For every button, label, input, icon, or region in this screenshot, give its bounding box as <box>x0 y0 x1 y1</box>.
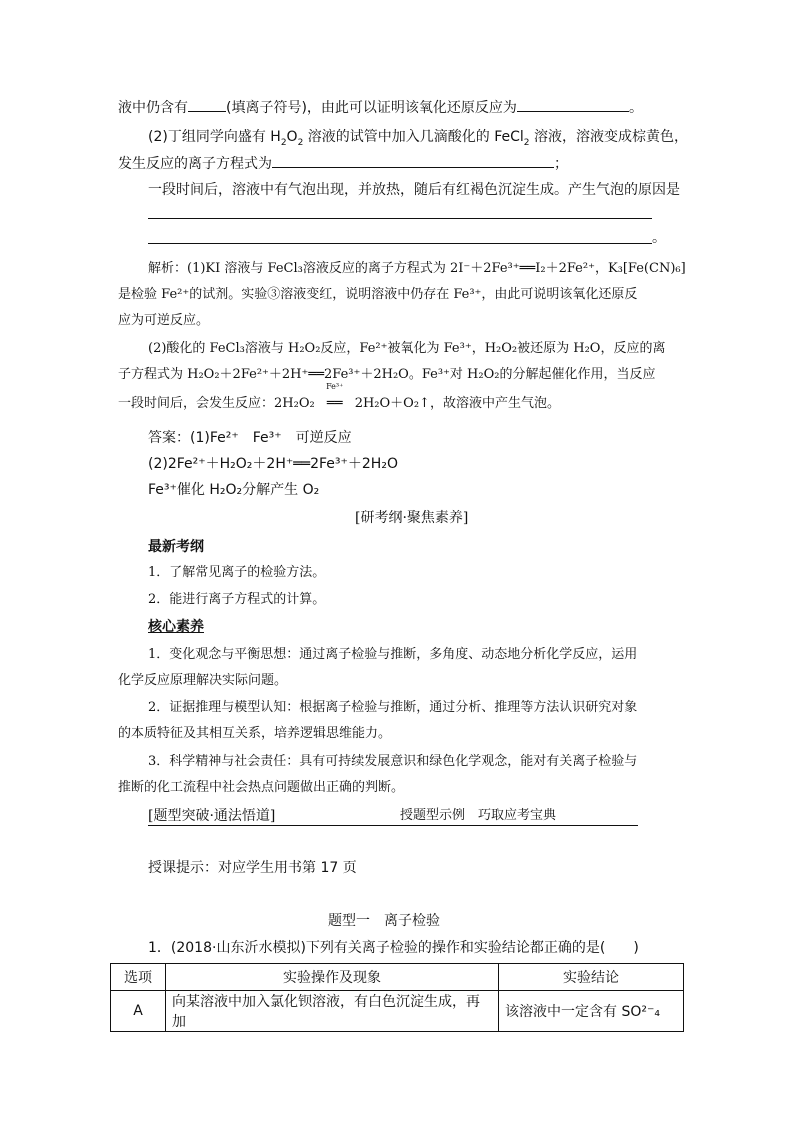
option-cell: A <box>111 991 166 1032</box>
section-underline <box>148 825 638 826</box>
question-line-4: 一段时间后，溶液中有气泡出现，并放热，随后有红褐色沉淀生成。产生气泡的原因是 <box>148 182 680 198</box>
type-breakthrough-subtitle: 授题型示例 巧取应考宝典 <box>400 808 557 823</box>
literacy-item: 1．变化观念与平衡思想：通过离子检验与推断，多角度、动态地分析化学反应，运用 <box>148 647 638 662</box>
literacy-item: 推断的化工流程中社会热点问题做出正确的判断。 <box>118 780 405 795</box>
header-cell: 选项 <box>111 964 166 991</box>
catalyst-arrow: Fe³⁺ ══ <box>326 382 344 411</box>
answer-line-1: 答案：(1)Fe²⁺ Fe³⁺ 可逆反应 <box>148 430 352 446</box>
question-line-1: 液中仍含有 (填离子符号)，由此可以证明该氧化还原反应为 。 <box>118 97 643 118</box>
analysis-line-4: (2)酸化的 FeCl₃溶液与 H₂O₂反应，Fe²⁺被氧化为 Fe³⁺，H₂O₂被还原为 H₂O，反应的离 <box>148 341 666 356</box>
table-header-row <box>111 964 684 991</box>
literacy-item: 化学反应原理解决实际问题。 <box>118 673 288 688</box>
answer-line-2: (2)2Fe²⁺＋H₂O₂＋2H⁺══2Fe³⁺＋2H₂O <box>148 456 398 472</box>
type-breakthrough-title: [题型突破·通法悟道] <box>148 808 276 824</box>
header-cell: 实验结论 <box>499 964 684 991</box>
answer-blank <box>272 153 554 168</box>
answer-line <box>148 218 652 219</box>
analysis-line-2: 是检验 Fe²⁺的试剂。实验③溶液变红，说明溶液中仍存在 Fe³⁺，由此可说明该氧化还原反 <box>118 287 638 302</box>
answer-blank <box>517 97 629 112</box>
analysis-line-1: 解析：(1)KI 溶液与 FeCl₃溶液反应的离子方程式为 2I⁻＋2Fe³⁺══I₂＋2Fe²⁺，K₃[Fe(CN)₆] <box>148 261 686 276</box>
question-line-3: 发生反应的离子方程式为 ； <box>118 153 568 174</box>
question-line-2: (2)丁组同学向盛有 $H_2O_2$ 溶液的试管中加入几滴酸化的 FeCl$_2$ 溶液，溶液变成棕黄色， <box>148 129 688 148</box>
section-title: [研考纲·聚焦素养] <box>355 510 469 526</box>
header-cell: 实验操作及现象 <box>166 964 499 991</box>
conclusion-cell: 该溶液中一定含有 SO²⁻₄ <box>499 991 684 1032</box>
analysis-line-3: 应为可逆反应。 <box>118 313 210 328</box>
answer-line <box>148 243 652 244</box>
question-stem: 1．(2018·山东沂水模拟)下列有关离子检验的操作和实验结论都正确的是( ) <box>148 940 639 956</box>
analysis-line-6: 一段时间后，会发生反应：2H₂O₂ Fe³⁺ ══ 2H₂O＋O₂↑，故溶液中产生气泡。 <box>118 394 560 414</box>
literacy-item: 3．科学精神与社会责任：具有可持续发展意识和绿色化学观念，能对有关离子检验与 <box>148 754 638 769</box>
analysis-line-5: 子方程式为 H₂O₂＋2Fe²⁺＋2H⁺══2Fe³⁺＋2H₂O。Fe³⁺对 H₂O₂的分解起催化作用，当反应 <box>118 367 656 382</box>
syllabus-item: 1．了解常见离子的检验方法。 <box>148 565 326 580</box>
syllabus-item: 2．能进行离子方程式的计算。 <box>148 592 326 607</box>
literacy-item: 2．证据推理与模型认知：根据离子检验与推断，通过分析、推理等方法认识研究对象 <box>148 700 638 715</box>
table-row <box>111 991 684 1032</box>
type-heading: 题型一 离子检验 <box>328 913 440 929</box>
operation-cell: 向某溶液中加入氯化钡溶液，有白色沉淀生成，再加 <box>166 991 499 1032</box>
literacy-title: 核心素养 <box>148 619 204 635</box>
options-table <box>110 963 684 1032</box>
period-mark: 。 <box>652 230 666 246</box>
answer-blank <box>188 97 226 112</box>
lecture-hint: 授课提示：对应学生用书第 17 页 <box>148 860 357 876</box>
literacy-item: 的本质特征及其相互关系，培养逻辑思维能力。 <box>118 726 392 741</box>
answer-line-3: Fe³⁺催化 H₂O₂分解产生 O₂ <box>148 482 320 498</box>
syllabus-title: 最新考纲 <box>148 539 204 555</box>
